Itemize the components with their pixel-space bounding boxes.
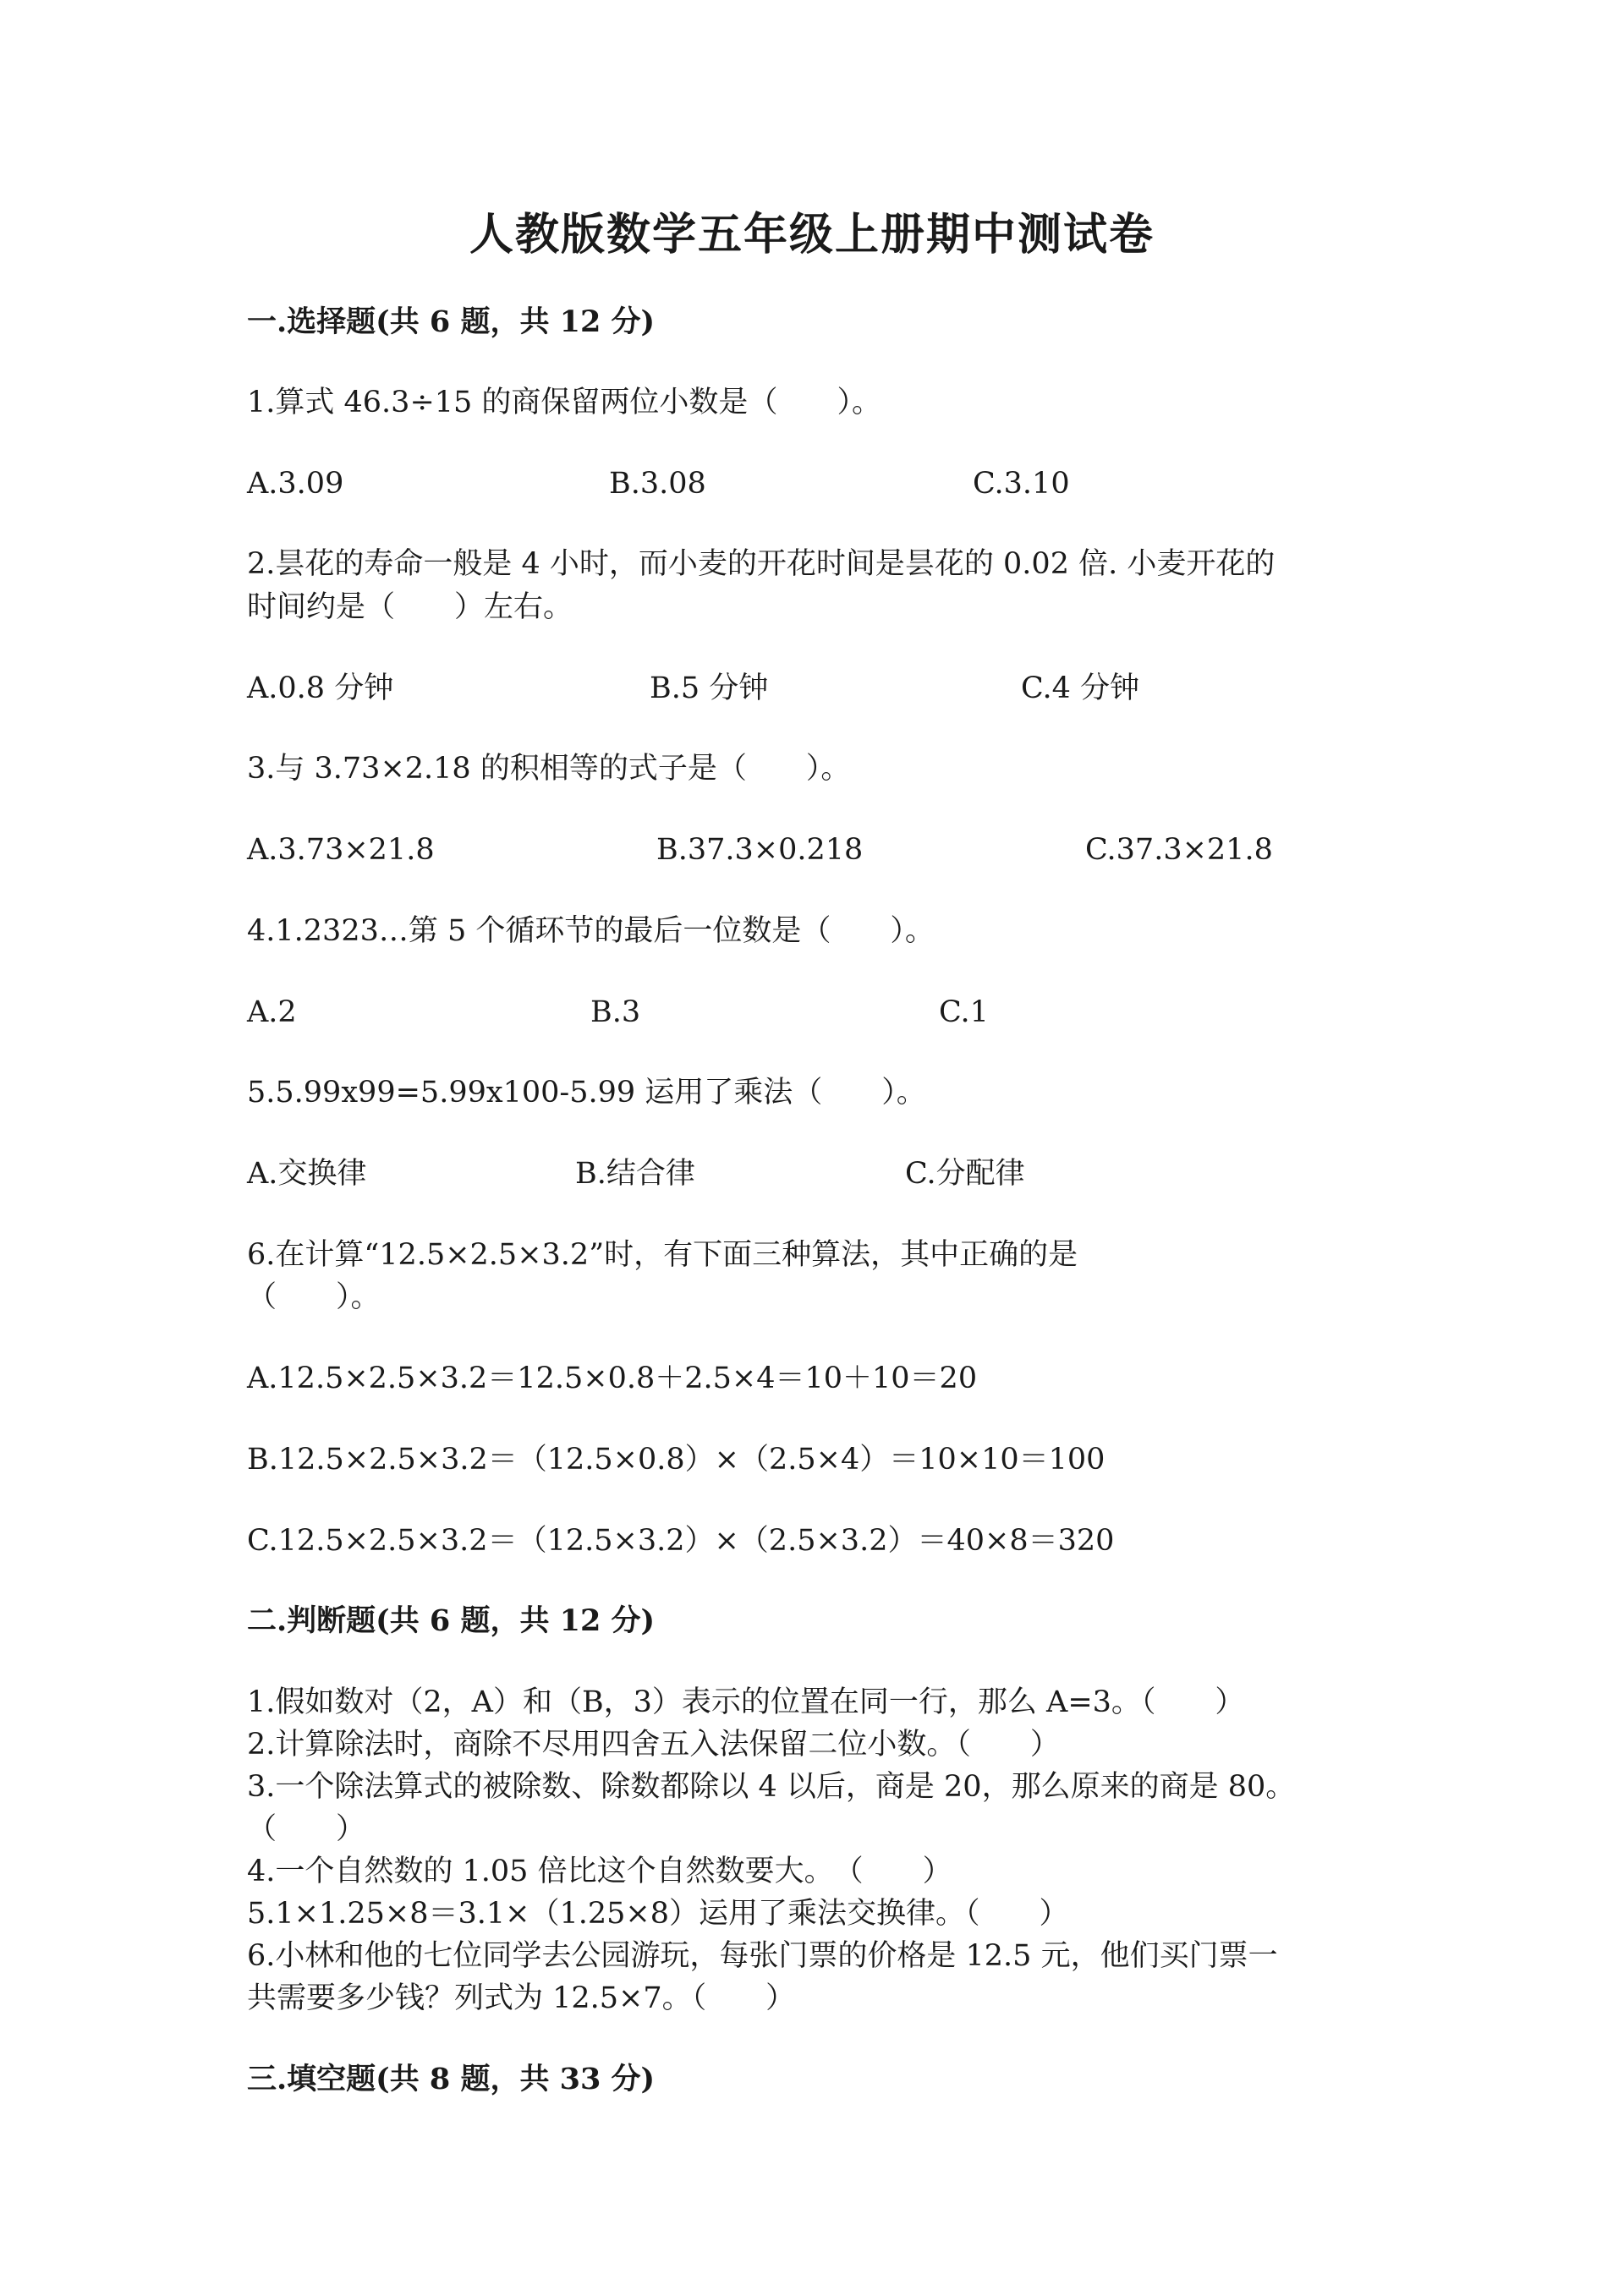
option-b: B.5 分钟 [650,671,769,705]
section-heading-fill-blank: 三.填空题(共 8 题，共 33 分) [247,2062,656,2096]
option-b: B.3 [590,995,641,1029]
option-c: C.1 [939,995,989,1029]
question-stem: 3.与 3.73×2.18 的积相等的式子是（ ）。 [247,752,851,786]
option-c: C.4 分钟 [1021,671,1140,705]
question-stem: 4.1.2323…第 5 个循环节的最后一位数是（ ）。 [247,914,935,948]
option-a: A.0.8 分钟 [247,671,394,705]
judgement-line: 1.假如数对（2，A）和（B，3）表示的位置在同一行，那么 A=3。（ ） [247,1685,1245,1719]
option-a: A.12.5×2.5×3.2＝12.5×0.8＋2.5×4＝10＋10＝20 [247,1362,978,1395]
option-b: B.12.5×2.5×3.2＝（12.5×0.8）×（2.5×4）＝10×10＝100 [247,1443,1106,1477]
judgement-line: （ ） [247,1812,366,1846]
judgement-line: 3.一个除法算式的被除数、除数都除以 4 以后，商是 20，那么原来的商是 80。 [247,1770,1296,1804]
question-stem-line: （ ）。 [247,1280,381,1314]
option-a: A.交换律 [247,1157,367,1191]
option-c: C.37.3×21.8 [1085,833,1273,867]
option-c: C.12.5×2.5×3.2＝（12.5×3.2）×（2.5×3.2）＝40×8＝320 [247,1524,1115,1558]
option-b: B.结合律 [575,1157,695,1191]
option-a: A.3.09 [247,467,344,501]
judgement-line: 6.小林和他的七位同学去公园游玩，每张门票的价格是 12.5 元，他们买门票一 [247,1939,1278,1973]
section-heading-choice: 一.选择题(共 6 题，共 12 分) [247,304,656,339]
question-stem: 1.算式 46.3÷15 的商保留两位小数是（ ）。 [247,386,881,419]
question-stem-line: 6.在计算“12.5×2.5×3.2”时，有下面三种算法，其中正确的是 [247,1238,1078,1272]
judgement-line: 2.计算除法时，商除不尽用四舍五入法保留二位小数。（ ） [247,1728,1060,1762]
option-b: B.3.08 [609,467,706,501]
option-c: C.3.10 [973,467,1070,501]
judgement-line: 4.一个自然数的 1.05 倍比这个自然数要大。 （ ） [247,1855,952,1888]
option-a: A.2 [247,995,297,1029]
section-heading-judgement: 二.判断题(共 6 题，共 12 分) [247,1603,656,1638]
question-stem: 5.5.99x99=5.99x100-5.99 运用了乘法（ ）。 [247,1076,926,1110]
question-stem-line: 时间约是（ ）左右。 [247,590,573,624]
option-c: C.分配律 [905,1157,1025,1191]
judgement-line: 共需要多少钱？列式为 12.5×7。（ ） [247,1981,796,2015]
option-b: B.37.3×0.218 [656,833,864,867]
judgement-line: 5.1×1.25×8＝3.1×（1.25×8）运用了乘法交换律。（ ） [247,1897,1069,1931]
option-a: A.3.73×21.8 [247,833,435,867]
page-title: 人教版数学五年级上册期中测试卷 [469,209,1155,260]
question-stem-line: 2.昙花的寿命一般是 4 小时，而小麦的开花时间是昙花的 0.02 倍. 小麦开花的 [247,547,1276,581]
